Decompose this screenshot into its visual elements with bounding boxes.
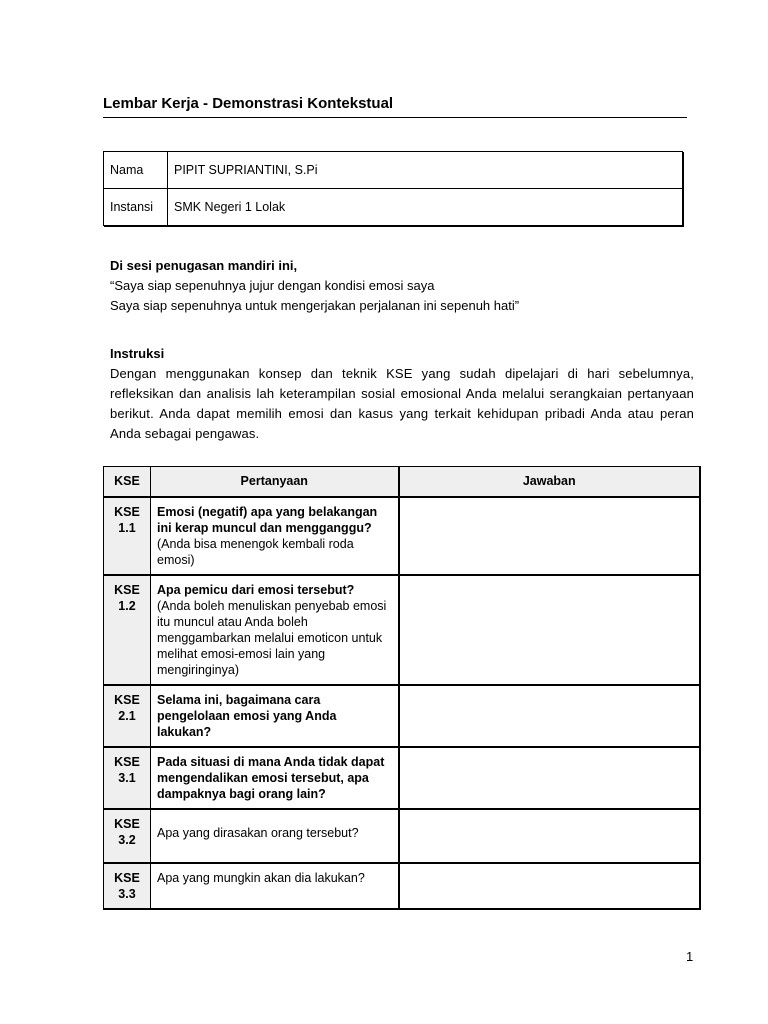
identity-value-name: PIPIT SUPRIANTINI, S.Pi — [168, 152, 683, 189]
kse-code-label: KSE — [114, 816, 140, 831]
identity-label-name: Nama — [104, 152, 168, 189]
kse-code — [104, 809, 151, 863]
answer-cell[interactable] — [399, 497, 701, 575]
instructions-section — [110, 344, 694, 444]
identity-value-institution: SMK Negeri 1 Lolak — [168, 189, 683, 226]
question-cell — [151, 497, 399, 575]
page-title: Lembar Kerja - Demonstrasi Kontekstual — [103, 95, 394, 112]
answer-cell[interactable] — [399, 863, 701, 909]
identity-table — [103, 151, 683, 226]
column-header-question: Pertanyaan — [151, 467, 399, 497]
question-text: Pada situasi di mana Anda tidak dapat mengendalikan emosi tersebut, apa dampaknya bagi orang lain? — [157, 754, 385, 801]
table-row — [104, 747, 701, 809]
page-number: 1 — [686, 949, 694, 964]
table-row — [104, 863, 701, 909]
kse-code-label: KSE — [114, 692, 140, 707]
column-header-kse: KSE — [104, 467, 151, 497]
intro-section — [110, 256, 694, 316]
kse-code — [104, 747, 151, 809]
kse-code-number: 2.1 — [118, 708, 136, 723]
question-note: (Anda boleh menuliskan penyebab emosi itu muncul atau Anda boleh menggambarkan melalui emoticon untuk melihat emosi-emosi lain yang mengiringinya) — [157, 598, 387, 677]
question-cell — [151, 863, 399, 909]
intro-heading: Di sesi penugasan mandiri ini, — [110, 258, 298, 273]
answer-cell[interactable] — [399, 685, 701, 747]
instructions-heading: Instruksi — [110, 346, 165, 361]
kse-code — [104, 575, 151, 685]
kse-code-number: 1.2 — [118, 598, 136, 613]
identity-row-name — [104, 152, 683, 189]
title-divider — [103, 117, 687, 118]
table-row — [104, 809, 701, 863]
kse-code-number: 3.3 — [118, 886, 136, 901]
question-text: Emosi (negatif) apa yang belakangan ini kerap muncul dan mengganggu? — [157, 504, 378, 535]
kse-question-table — [103, 466, 701, 910]
table-header-row — [104, 467, 701, 497]
instructions-body: Dengan menggunakan konsep dan teknik KSE yang sudah dipelajari di hari sebelumnya, refleksikan dan analisis lah keterampilan sosial emosional Anda melalui serangkaian pertanyaan berikut. Anda dapat memilih emosi dan kasus yang terkait kehidupan pribadi Anda atau peran Anda sebagai pengawas. — [110, 366, 694, 441]
answer-cell[interactable] — [399, 809, 701, 863]
kse-code-label: KSE — [114, 754, 140, 769]
question-text: Apa pemicu dari emosi tersebut? — [157, 582, 355, 597]
question-cell — [151, 685, 399, 747]
kse-code — [104, 497, 151, 575]
question-text: Apa yang dirasakan orang tersebut? — [157, 825, 359, 840]
question-note: (Anda bisa menengok kembali roda emosi) — [157, 536, 354, 567]
answer-cell[interactable] — [399, 575, 701, 685]
intro-pledge-line-1: “Saya siap sepenuhnya jujur dengan kondisi emosi saya — [110, 278, 435, 293]
question-cell — [151, 809, 399, 863]
table-row — [104, 685, 701, 747]
identity-row-institution — [104, 189, 683, 226]
intro-pledge-line-2: Saya siap sepenuhnya untuk mengerjakan perjalanan ini sepenuh hati” — [110, 298, 520, 313]
kse-code-number: 3.1 — [118, 770, 136, 785]
table-row — [104, 497, 701, 575]
question-text: Selama ini, bagaimana cara pengelolaan emosi yang Anda lakukan? — [157, 692, 337, 739]
identity-label-institution: Instansi — [104, 189, 168, 226]
answer-cell[interactable] — [399, 747, 701, 809]
kse-code-label: KSE — [114, 504, 140, 519]
kse-code-number: 3.2 — [118, 832, 136, 847]
question-cell — [151, 747, 399, 809]
kse-code-label: KSE — [114, 870, 140, 885]
kse-code-label: KSE — [114, 582, 140, 597]
column-header-answer: Jawaban — [399, 467, 701, 497]
question-cell — [151, 575, 399, 685]
kse-code — [104, 863, 151, 909]
table-row — [104, 575, 701, 685]
question-text: Apa yang mungkin akan dia lakukan? — [157, 870, 365, 885]
kse-code-number: 1.1 — [118, 520, 136, 535]
kse-code — [104, 685, 151, 747]
